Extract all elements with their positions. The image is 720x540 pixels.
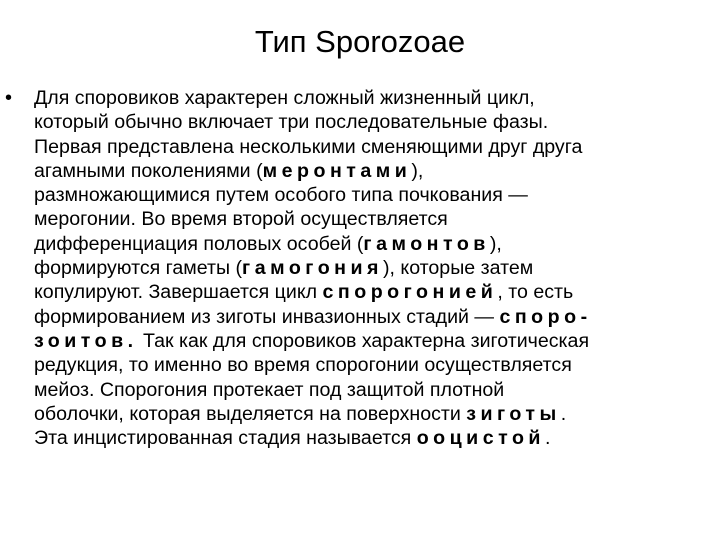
text-segment: Для споровиков характерен сложный жизненный цикл, xyxy=(34,87,535,109)
text-line xyxy=(34,329,706,353)
text-line xyxy=(34,183,706,207)
emphasized-term: гамонтов xyxy=(363,232,490,255)
bullet-marker: • xyxy=(5,87,13,109)
text-line xyxy=(34,135,706,159)
text-line xyxy=(34,280,706,304)
text-line xyxy=(34,378,706,402)
text-segment: формированием из зиготы инвазионных стадий — xyxy=(34,305,500,328)
text-line xyxy=(34,305,706,329)
text-line xyxy=(34,86,706,110)
text-segment: агамными поколениями ( xyxy=(34,159,263,182)
text-line xyxy=(34,232,706,256)
text-segment: . xyxy=(544,427,551,450)
text-segment: Эта инцистированная стадия называется xyxy=(34,427,417,450)
text-segment: мейоз. Спорогония протекает под защитой плотной xyxy=(34,378,505,401)
text-segment: . xyxy=(560,402,567,425)
emphasized-term: гамогония xyxy=(242,257,383,280)
text-segment: который обычно включает три последовательные фазы. xyxy=(34,111,549,134)
text-segment: , то есть xyxy=(497,281,574,304)
text-segment: дифференциация половых особей ( xyxy=(34,232,364,255)
text-line xyxy=(34,353,706,377)
text-line xyxy=(34,207,706,231)
text-segment: ), которые затем xyxy=(382,257,534,280)
text-line xyxy=(34,110,706,134)
emphasized-term: зоитов. xyxy=(34,329,138,352)
text-segment: копулируют. Завершается цикл xyxy=(34,281,323,304)
text-line xyxy=(34,426,706,450)
text-segment: размножающимися путем особого типа почкования — xyxy=(34,184,528,207)
emphasized-term: спорогонией xyxy=(322,281,498,304)
text-segment: оболочки, которая выделяется на поверхности xyxy=(34,402,467,425)
bullet-text xyxy=(34,86,706,450)
text-segment: редукция, то именно во время спорогонии осуществляется xyxy=(34,354,572,377)
text-segment: ), xyxy=(489,232,502,255)
text-line xyxy=(34,256,706,280)
text-line xyxy=(34,159,706,183)
slide-title: Тип Sporozoae xyxy=(254,24,466,59)
emphasized-term: зиготы xyxy=(466,402,561,425)
text-line xyxy=(34,402,706,426)
emphasized-term: меронтами xyxy=(262,159,412,182)
text-segment: мерогонии. Во время второй осуществляется xyxy=(34,208,448,231)
emphasized-term: споро- xyxy=(499,305,592,328)
text-segment: ), xyxy=(411,159,424,182)
text-segment: формируются гаметы ( xyxy=(34,257,243,280)
text-segment: Первая представлена несколькими сменяющими друг друга xyxy=(34,135,583,158)
text-segment: Так как для споровиков характерна зиготическая xyxy=(137,329,590,352)
emphasized-term: ооцистой xyxy=(416,427,545,450)
